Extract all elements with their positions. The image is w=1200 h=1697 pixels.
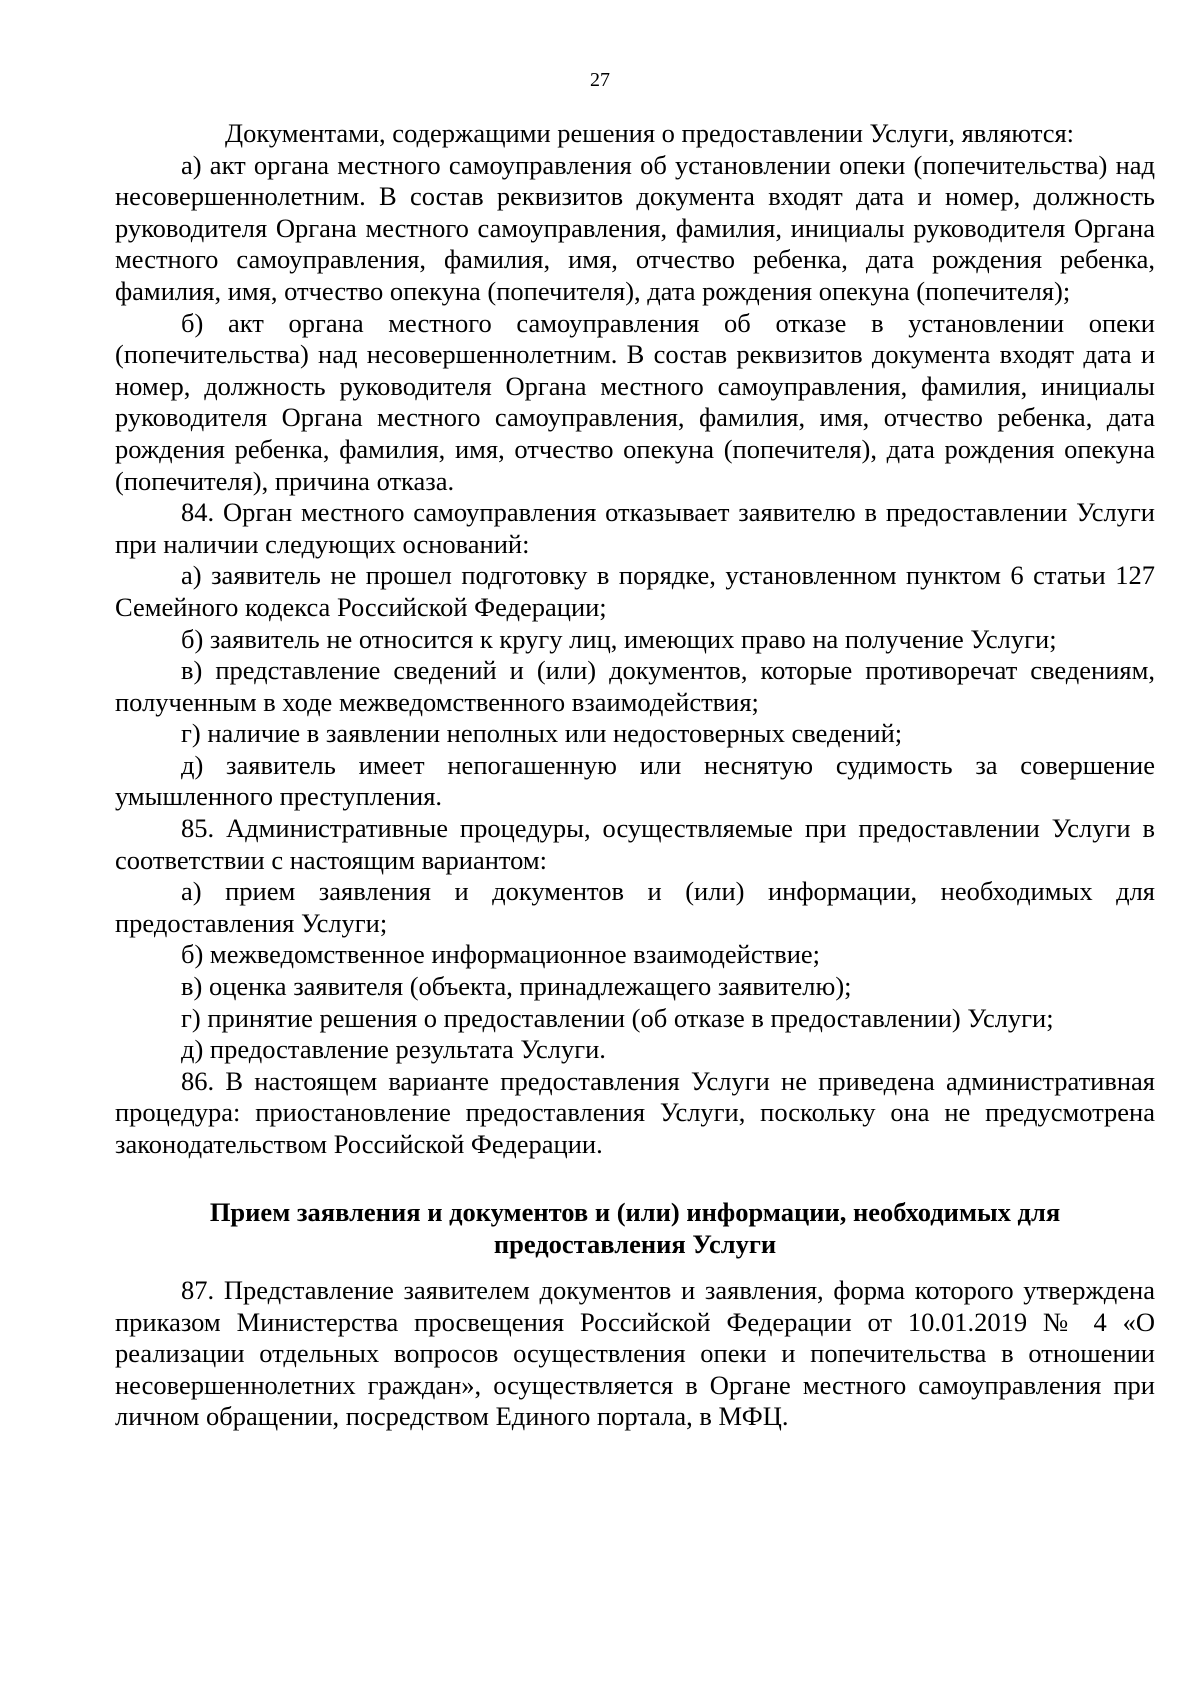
paragraph-84-d: д) заявитель имеет непогашенную или неснятую судимость за совершение умышленного преступления. xyxy=(115,749,1155,812)
paragraph-act-b: б) акт органа местного самоуправления об отказе в установлении опеки (попечительства) над несовершеннолетним. В состав реквизитов документа входят дата и номер, должность руководителя Органа местного самоуправления, фамилия, инициалы руководителя Органа местного самоуправления, фамилия, имя, отчество ребенка, дата рождения ребенка, фамилия, имя, отчество опекуна (попечителя), дата рождения опекуна (попечителя), причина отказа. xyxy=(115,307,1155,496)
section-heading: Прием заявления и документов и (или) информации, необходимых для предоставления Услуги xyxy=(209,1197,1061,1259)
paragraph-85-d: д) предоставление результата Услуги. xyxy=(181,1034,606,1065)
paragraph-intro: Документами, содержащими решения о предоставлении Услуги, являются: xyxy=(225,118,1075,148)
paragraph-86: 86. В настоящем варианте предоставления Услуги не приведена административная процедура: приостановление предоставления Услуги, поскольку она не предусмотрена законодательством Российской Федерации. xyxy=(115,1065,1155,1159)
paragraph-act-a: а) акт органа местного самоуправления об установлении опеки (попечительства) над несовершеннолетним. В состав реквизитов документа входят дата и номер, должность руководителя Органа местного самоуправления, фамилия, инициалы руководителя Органа местного самоуправления, фамилия, имя, отчество ребенка, дата рождения ребенка, фамилия, имя, отчество опекуна (попечителя), дата рождения опекуна (попечителя); xyxy=(115,149,1155,306)
paragraph-84-g: г) наличие в заявлении неполных или недостоверных сведений; xyxy=(181,718,903,749)
paragraph-85: 85. Административные процедуры, осуществляемые при предоставлении Услуги в соответствии с настоящим вариантом: xyxy=(115,813,1155,875)
paragraph-85-v: в) оценка заявителя (объекта, принадлежащего заявителю); xyxy=(181,971,852,1002)
section-body xyxy=(115,1275,1155,1433)
paragraph-84-a: а) заявитель не прошел подготовку в порядке, установленном пунктом 6 статьи 127 Семейного кодекса Российской Федерации; xyxy=(115,560,1155,622)
document-body xyxy=(115,118,1155,1161)
paragraph-84-v: в) представление сведений и (или) документов, которые противоречат сведениям, полученным в ходе межведомственного взаимодействия; xyxy=(115,655,1155,717)
paragraph-85-a: а) прием заявления и документов и (или) информации, необходимых для предоставления Услуги; xyxy=(115,876,1155,938)
paragraph-84-b: б) заявитель не относится к кругу лиц, имеющих право на получение Услуги; xyxy=(181,623,1057,654)
paragraph-85-b: б) межведомственное информационное взаимодействие; xyxy=(181,939,821,970)
page-number: 27 xyxy=(590,69,610,91)
paragraph-84: 84. Орган местного самоуправления отказывает заявителю в предоставлении Услуги при наличии следующих оснований: xyxy=(115,497,1155,559)
paragraph-87: 87. Представление заявителем документов и заявления, форма которого утверждена приказом Министерства просвещения Российской Федерации от 10.01.2019 № 4 «О реализации отдельных вопросов осуществления опеки и попечительства в отношении несовершеннолетних граждан», осуществляется в Органе местного самоуправления при личном обращении, посредством Единого портала, в МФЦ. xyxy=(115,1275,1155,1432)
paragraph-85-g: г) принятие решения о предоставлении (об отказе в предоставлении) Услуги; xyxy=(181,1002,1054,1033)
